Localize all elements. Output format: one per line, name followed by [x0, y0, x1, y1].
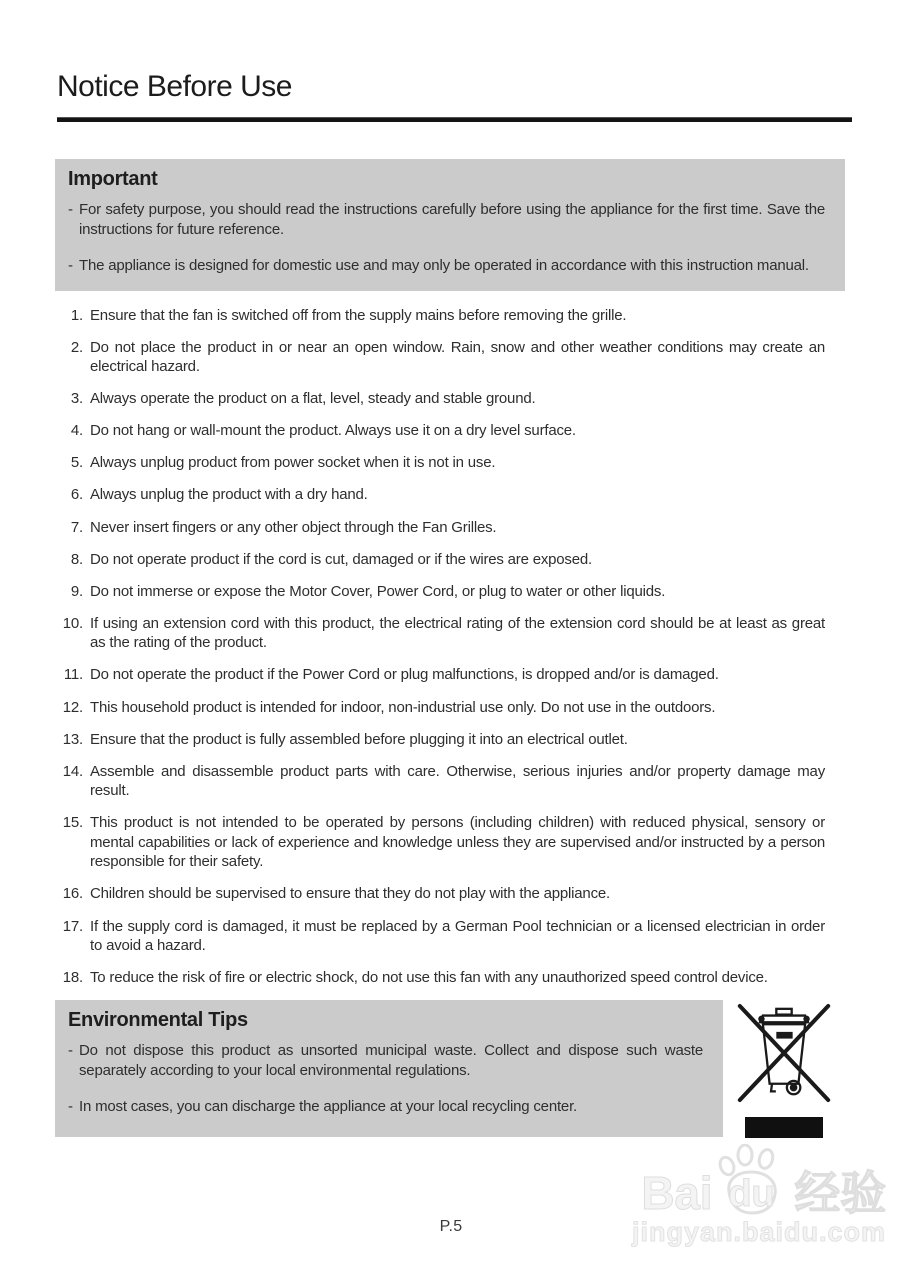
notice-number: 12.: [62, 698, 83, 716]
environmental-bullet: [68, 1041, 703, 1080]
notice-number: 7.: [70, 518, 83, 536]
watermark-brand-mid: du: [728, 1172, 775, 1215]
notice-text: Always operate the product on a flat, level, steady and stable ground.: [90, 390, 536, 408]
notice-text: Assemble and disassemble product parts with care. Otherwise, serious injuries and/or property damage may result.: [90, 762, 825, 800]
notice-text: To reduce the risk of fire or electric shock, do not use this fan with any unauthorized speed control device.: [90, 969, 768, 987]
baidu-paw-icon: [713, 1144, 791, 1216]
notice-text: If the supply cord is damaged, it must be replaced by a German Pool technician or a licensed electrician in order to avoid a hazard.: [90, 917, 825, 954]
safety-notice-list: [57, 306, 825, 988]
important-bullet: [68, 256, 825, 276]
environmental-bullet: [68, 1097, 703, 1117]
notice-item: [57, 582, 825, 602]
important-bullet: [68, 200, 825, 239]
notice-text: This household product is intended for indoor, non-industrial use only. Do not use in the outdoors.: [90, 698, 716, 716]
notice-text: Never insert fingers or any other object through the Fan Grilles.: [90, 518, 497, 536]
important-bullet-text: The appliance is designed for domestic use and may only be operated in accordance with this instruction manual.: [79, 257, 809, 274]
notice-text: Ensure that the product is fully assembled before plugging it into an electrical outlet.: [90, 730, 628, 748]
notice-item: [57, 389, 825, 409]
watermark-brand: [632, 1144, 886, 1220]
notice-number: 17.: [62, 917, 83, 935]
notice-number: 10.: [62, 614, 83, 632]
important-bullet-text: For safety purpose, you should read the instructions carefully before using the appliance for the first time. Save the instructions for future reference.: [79, 201, 825, 238]
important-section: [55, 159, 845, 291]
notice-number: 9.: [70, 582, 83, 600]
notice-text: Do not hang or wall-mount the product. Always use it on a dry level surface.: [90, 422, 576, 440]
title-rule: [57, 117, 852, 122]
notice-item: [57, 884, 825, 904]
notice-text: Always unplug product from power socket when it is not in use.: [90, 454, 496, 472]
notice-item: [57, 665, 825, 685]
dash-bullet: -: [68, 257, 73, 274]
notice-text: This product is not intended to be operated by persons (including children) with reduced physical, sensory or mental capabilities or lack of experience and knowledge unless they are supervised and/or instructed by a person responsible for their safety.: [90, 814, 825, 871]
notice-number: 4.: [70, 422, 83, 440]
baidu-watermark: [632, 1144, 886, 1248]
notice-number: 18.: [62, 969, 83, 987]
notice-text: Do not operate product if the cord is cut, damaged or if the wires are exposed.: [90, 550, 592, 568]
notice-text: Children should be supervised to ensure that they do not play with the appliance.: [90, 885, 610, 903]
dash-bullet: -: [68, 201, 73, 218]
notice-number: 14.: [62, 762, 83, 780]
crossed-out-wheeled-bin-icon: [736, 1003, 832, 1103]
page-number: P.5: [439, 1218, 463, 1235]
notice-number: 2.: [70, 338, 83, 356]
notice-item: [57, 614, 825, 653]
notice-text: If using an extension cord with this product, the electrical rating of the extension cord should be at least as great as the rating of the product.: [90, 614, 825, 652]
notice-item: [57, 550, 825, 570]
notice-text: Do not operate the product if the Power Cord or plug malfunctions, is dropped and/or is damaged.: [90, 666, 719, 684]
notice-number: 8.: [70, 550, 83, 568]
weee-symbol-block: [736, 1000, 832, 1138]
notice-number: 15.: [62, 814, 83, 832]
notice-item: [57, 917, 825, 956]
notice-number: 16.: [62, 885, 83, 903]
environmental-row: [55, 1000, 902, 1138]
notice-item: [57, 813, 825, 872]
page-title: Notice Before Use: [57, 70, 292, 103]
watermark-brand-suffix: 经验: [794, 1167, 886, 1220]
environmental-heading: Environmental Tips: [68, 1009, 248, 1032]
environmental-section: [55, 1000, 723, 1137]
dash-bullet: -: [68, 1042, 73, 1060]
notice-text: Do not immerse or expose the Motor Cover, Power Cord, or plug to water or other liquids.: [90, 582, 666, 600]
notice-number: 1.: [70, 306, 83, 324]
dash-bullet: -: [68, 1098, 73, 1116]
notice-item: [57, 762, 825, 801]
notice-item: [57, 518, 825, 538]
notice-item: [57, 730, 825, 750]
notice-item: [57, 968, 825, 988]
notice-number: 6.: [70, 486, 83, 504]
environmental-bullet-text: Do not dispose this product as unsorted municipal waste. Collect and dispose such waste separately according to your local environmental regulations.: [79, 1042, 703, 1079]
notice-text: Ensure that the fan is switched off from the supply mains before removing the grille.: [90, 306, 627, 324]
notice-text: Do not place the product in or near an open window. Rain, snow and other weather conditions may create an electrical hazard.: [90, 338, 825, 376]
important-heading: Important: [68, 168, 158, 190]
notice-item: [57, 421, 825, 441]
weee-black-bar: [745, 1117, 823, 1138]
environmental-bullet-text: In most cases, you can discharge the appliance at your local recycling center.: [79, 1098, 578, 1116]
notice-item: [57, 338, 825, 377]
notice-item: [57, 453, 825, 473]
notice-number: 5.: [70, 454, 83, 472]
notice-item: [57, 306, 825, 326]
notice-text: Always unplug the product with a dry hand.: [90, 486, 368, 504]
watermark-brand-prefix: Bai: [641, 1167, 713, 1220]
notice-number: 11.: [63, 666, 83, 684]
notice-item: [57, 698, 825, 718]
notice-number: 13.: [62, 730, 83, 748]
watermark-url: jingyan.baidu.com: [631, 1217, 886, 1247]
notice-number: 3.: [70, 390, 83, 408]
notice-item: [57, 485, 825, 505]
